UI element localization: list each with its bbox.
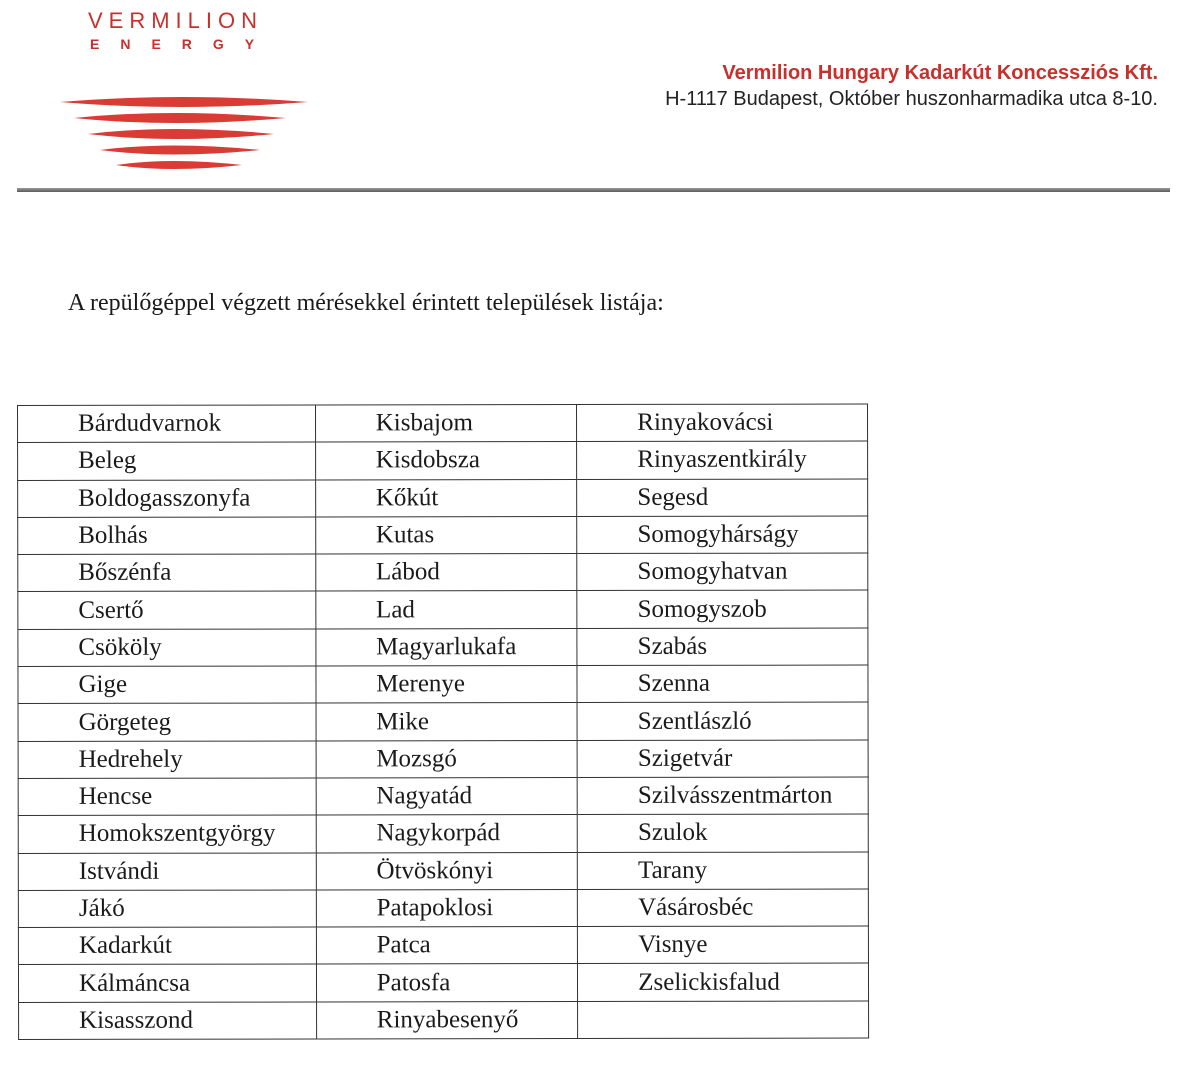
settlement-cell: Mozsgó bbox=[316, 740, 578, 778]
settlement-cell: Lad bbox=[316, 591, 578, 629]
settlement-cell: Patca bbox=[316, 927, 578, 965]
settlement-cell: Jákó bbox=[18, 890, 316, 928]
settlement-cell: Kisasszond bbox=[19, 1002, 317, 1040]
settlement-cell: Segesd bbox=[577, 479, 868, 517]
settlement-cell: Patosfa bbox=[316, 964, 578, 1002]
settlement-cell: Lábod bbox=[315, 554, 577, 592]
company-block bbox=[665, 60, 1158, 112]
settlement-cell: Rinyakovácsi bbox=[577, 404, 868, 442]
settlement-cell: Boldogasszonyfa bbox=[18, 480, 316, 518]
settlement-cell: Nagykorpád bbox=[316, 815, 578, 853]
logo-flame-icon bbox=[60, 94, 310, 184]
settlement-cell: Szulok bbox=[577, 814, 868, 852]
settlement-cell: Somogyhatvan bbox=[577, 553, 868, 591]
logo-text-energy: ENERGY bbox=[90, 36, 276, 52]
settlement-cell: Szentlászló bbox=[577, 702, 868, 740]
settlement-cell: Kisdobsza bbox=[315, 442, 577, 480]
table-row bbox=[18, 740, 868, 779]
settlement-cell: Rinyaszentkirály bbox=[577, 441, 868, 479]
settlement-cell: Csertő bbox=[18, 591, 316, 629]
logo-text-vermilion: VERMILION bbox=[88, 8, 264, 33]
settlement-cell: Somogyhárságy bbox=[577, 516, 868, 554]
settlement-cell: Bőszénfa bbox=[18, 554, 316, 592]
settlement-cell: Patapoklosi bbox=[316, 889, 578, 927]
table-row bbox=[19, 1001, 869, 1040]
settlement-cell: Csököly bbox=[18, 629, 316, 667]
settlement-cell: Ötvöskónyi bbox=[316, 852, 578, 890]
company-name: Vermilion Hungary Kadarkút Koncessziós Kft. bbox=[722, 62, 1158, 84]
table-row bbox=[18, 590, 868, 629]
table-row bbox=[18, 404, 868, 443]
settlement-cell: Kálmáncsa bbox=[18, 964, 316, 1002]
settlement-cell: Kőkút bbox=[315, 479, 577, 517]
settlement-cell: Visnye bbox=[578, 926, 869, 964]
settlement-cell: Tarany bbox=[578, 852, 869, 890]
settlements-table-body bbox=[18, 404, 869, 1040]
table-row bbox=[18, 516, 868, 555]
table-row bbox=[18, 702, 868, 741]
table-row bbox=[18, 963, 868, 1002]
company-address: H-1117 Budapest, Október huszonharmadika utca 8-10. bbox=[665, 88, 1158, 110]
settlement-cell: Homokszentgyörgy bbox=[18, 815, 316, 853]
header-divider bbox=[17, 188, 1170, 192]
settlement-cell: Görgeteg bbox=[18, 703, 316, 741]
settlement-cell: Gige bbox=[18, 666, 316, 704]
table-row bbox=[18, 479, 868, 518]
table-row bbox=[18, 852, 868, 891]
table-row bbox=[18, 777, 868, 816]
settlement-cell: Istvándi bbox=[18, 853, 316, 891]
settlement-cell: Hedrehely bbox=[18, 741, 316, 779]
settlement-cell: Szigetvár bbox=[577, 740, 868, 778]
table-row bbox=[18, 441, 868, 480]
settlement-cell: Szilvásszentmárton bbox=[577, 777, 868, 815]
settlement-cell: Somogyszob bbox=[577, 590, 868, 628]
settlement-cell: Bárdudvarnok bbox=[18, 405, 316, 443]
settlement-cell bbox=[578, 1001, 869, 1039]
settlement-cell: Kisbajom bbox=[315, 405, 577, 443]
settlement-cell: Vásárosbéc bbox=[578, 889, 869, 927]
settlement-cell: Zselickisfalud bbox=[578, 963, 869, 1001]
settlements-table bbox=[17, 404, 869, 1041]
settlement-cell: Beleg bbox=[18, 442, 316, 480]
settlement-cell: Rinyabesenyő bbox=[316, 1001, 578, 1039]
settlement-cell: Mike bbox=[316, 703, 578, 741]
table-row bbox=[18, 926, 868, 965]
settlement-cell: Bolhás bbox=[18, 517, 316, 555]
settlement-cell: Magyarlukafa bbox=[316, 628, 578, 666]
settlement-cell: Hencse bbox=[18, 778, 316, 816]
settlement-cell: Merenye bbox=[316, 666, 578, 704]
settlement-cell: Kutas bbox=[315, 516, 577, 554]
table-row bbox=[18, 553, 868, 592]
table-row bbox=[18, 665, 868, 704]
document-heading: A repülőgéppel végzett mérésekkel érintett települések listája: bbox=[68, 290, 664, 316]
settlement-cell: Szabás bbox=[577, 628, 868, 666]
settlement-cell: Kadarkút bbox=[18, 927, 316, 965]
settlement-cell: Nagyatád bbox=[316, 777, 578, 815]
table-row bbox=[18, 628, 868, 667]
settlement-cell: Szenna bbox=[577, 665, 868, 703]
table-row bbox=[18, 889, 868, 928]
table-row bbox=[18, 814, 868, 853]
